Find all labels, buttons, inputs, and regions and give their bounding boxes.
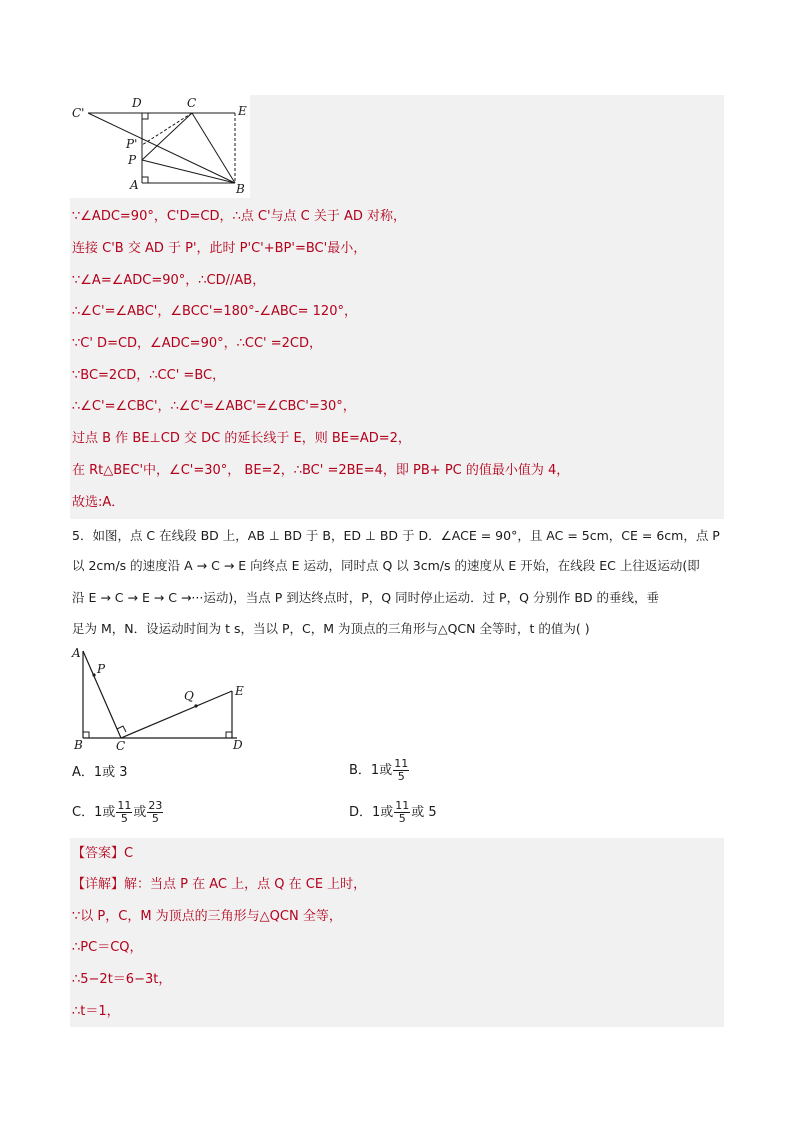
- answer-tag: 【答案】: [72, 846, 125, 861]
- solution-line-2: 连接 C'B 交 AD 于 P'，此时 P'C'+BP'=BC'最小，: [72, 241, 367, 256]
- answer-line: [72, 845, 133, 863]
- solution-line-8: 过点 B 作 BE⊥CD 交 DC 的延长线于 E，则 BE=AD=2，: [72, 431, 411, 446]
- detail-line-3: ∴PC＝CQ，: [72, 940, 143, 955]
- option-c-prefix: C．1或: [72, 805, 116, 820]
- option-d-numerator: 11: [395, 799, 410, 812]
- option-a-text: A．1或 3: [72, 765, 128, 780]
- solution-band-bottom: [70, 838, 724, 1027]
- option-c-numerator-1: 11: [117, 799, 132, 812]
- fig2-label-p: P: [97, 662, 106, 676]
- detail-text-1: 解：当点 P 在 AC 上，点 Q 在 CE 上时，: [124, 877, 367, 892]
- solution-line-7: ∴∠C'=∠CBC'，∴∠C'=∠ABC'=∠CBC'=30°，: [72, 399, 356, 414]
- option-a[interactable]: [72, 764, 128, 782]
- question-5-line-3: 沿 E → C → E → C →···运动)，当点 P 到达终点时，P，Q 同时停止运动．过 P，Q 分别作 BD 的垂线，垂: [72, 590, 660, 605]
- fig2-label-d: D: [233, 738, 243, 752]
- option-c-mid: 或: [133, 805, 147, 820]
- fig2-label-b: B: [74, 738, 83, 752]
- option-c-denominator-1: 5: [120, 812, 128, 825]
- option-c[interactable]: [72, 800, 164, 825]
- geometry-figure-1: [70, 95, 250, 198]
- label-b: B: [236, 182, 245, 196]
- fig2-label-e: E: [235, 684, 244, 698]
- label-c-prime: C': [72, 106, 85, 120]
- label-p: P: [128, 153, 137, 167]
- fig2-label-c: C: [116, 739, 126, 753]
- detail-tag: 【详解】: [72, 877, 125, 892]
- option-b-denominator: 5: [397, 770, 405, 783]
- solution-line-6: ∵BC=2CD，∴CC' =BC，: [72, 368, 226, 383]
- label-a: A: [130, 178, 139, 192]
- solution-line-9: 在 Rt△BEC'中，∠C'=30°， BE=2，∴BC' =2BE=4，即 PB+ PC 的值最小值为 4，: [72, 463, 570, 478]
- label-e: E: [238, 104, 247, 118]
- solution-line-3: ∵∠A=∠ADC=90°，∴CD//AB，: [72, 273, 266, 288]
- question-5-line-1: 5．如图，点 C 在线段 BD 上，AB ⊥ BD 于 B，ED ⊥ BD 于 D．∠ACE = 90°，且 AC = 5cm，CE = 6cm，点 P: [72, 528, 720, 543]
- detail-line-2: ∵以 P，C，M 为顶点的三角形与△QCN 全等，: [72, 909, 342, 924]
- solution-line-10: 故选:A．: [72, 495, 125, 510]
- option-b-fraction: [393, 758, 409, 783]
- option-c-fraction-2: [147, 800, 163, 825]
- option-d-suffix: 或 5: [411, 805, 437, 820]
- question-5-line-2: 以 2cm/s 的速度沿 A → C → E 向终点 E 运动，同时点 Q 以 3cm/s 的速度从 E 开始，在线段 EC 上往返运动(即: [72, 558, 700, 573]
- option-b[interactable]: [349, 758, 410, 783]
- geometry-figure-2: [70, 643, 260, 753]
- option-b-prefix: B．1或: [349, 763, 393, 778]
- solution-line-1: ∵∠ADC=90°，C'D=CD，∴点 C'与点 C 关于 AD 对称，: [72, 209, 407, 224]
- option-d[interactable]: [349, 800, 437, 825]
- option-b-numerator: 11: [394, 757, 409, 770]
- option-d-denominator: 5: [398, 812, 406, 825]
- label-c: C: [187, 96, 197, 110]
- option-d-fraction: [394, 800, 410, 825]
- detail-line-5: ∴t＝1，: [72, 1004, 120, 1019]
- label-d: D: [132, 96, 142, 110]
- detail-line-1: [72, 876, 366, 894]
- solution-line-4: ∴∠C'=∠ABC'，∠BCC'=180°-∠ABC= 120°，: [72, 304, 357, 319]
- label-p-prime: P': [126, 137, 138, 151]
- fig2-label-a: A: [72, 646, 81, 660]
- solution-line-5: ∵C' D=CD，∠ADC=90°，∴CC' =2CD，: [72, 336, 322, 351]
- fig2-label-q: Q: [184, 689, 194, 703]
- option-c-numerator-2: 23: [148, 799, 163, 812]
- detail-line-4: ∴5−2t＝6−3t，: [72, 972, 172, 987]
- option-c-fraction-1: [116, 800, 132, 825]
- option-c-denominator-2: 5: [151, 812, 159, 825]
- answer-value: C: [124, 846, 134, 861]
- question-5-line-4: 足为 M，N．设运动时间为 t s，当以 P，C，M 为顶点的三角形与△QCN 全等时，t 的值为( ): [72, 621, 590, 636]
- option-d-prefix: D．1或: [349, 805, 394, 820]
